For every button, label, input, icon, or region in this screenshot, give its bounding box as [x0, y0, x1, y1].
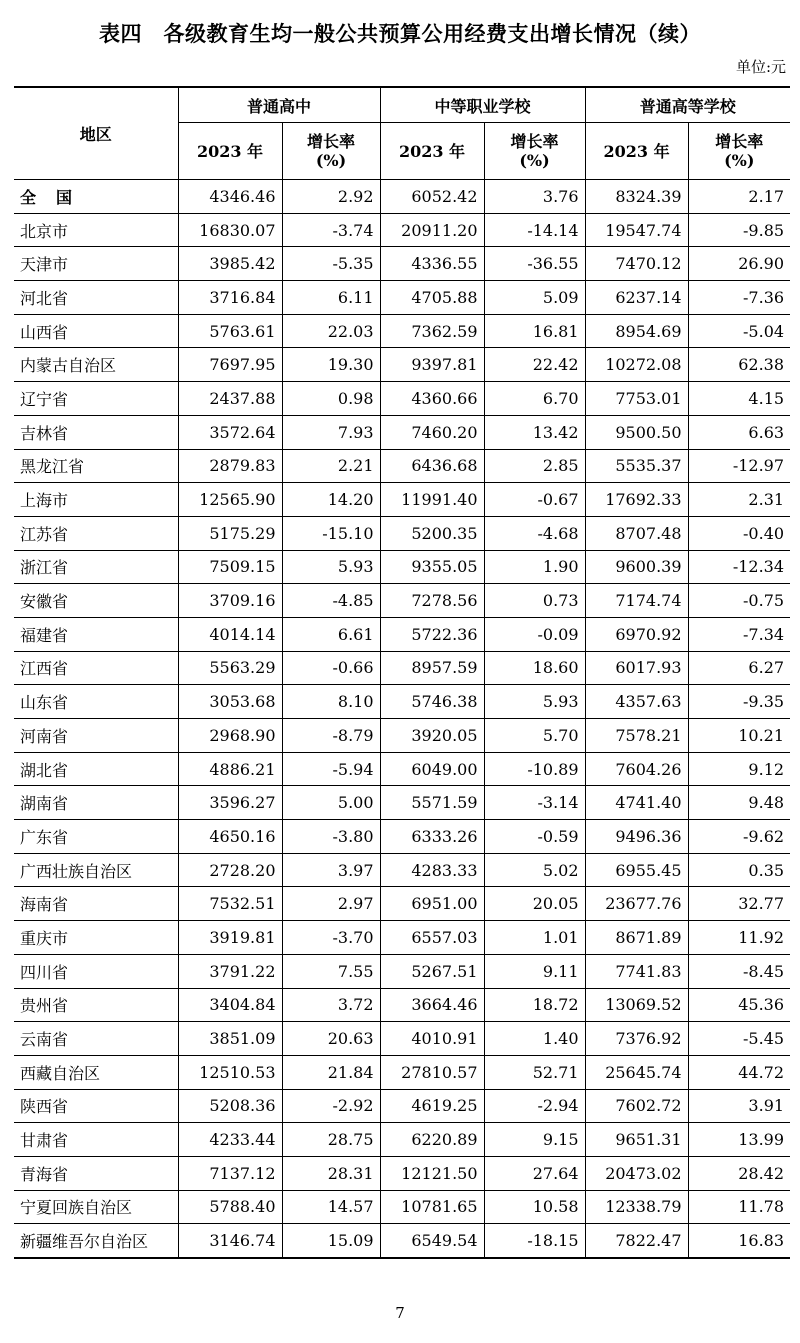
expenditure-cell: 6333.26 [380, 820, 484, 854]
growth-rate-cell: 14.57 [282, 1190, 380, 1224]
growth-rate-cell: -4.68 [484, 516, 585, 550]
growth-rate-cell: 4.15 [688, 382, 790, 416]
growth-rate-cell: 7.55 [282, 954, 380, 988]
table-row [14, 786, 790, 820]
expenditure-cell: 6549.54 [380, 1224, 484, 1258]
growth-rate-cell: 2.21 [282, 449, 380, 483]
expenditure-cell: 12510.53 [178, 1055, 282, 1089]
expenditure-cell: 7532.51 [178, 887, 282, 921]
expenditure-cell: 8324.39 [585, 180, 688, 214]
region-cell: 天津市 [14, 247, 178, 281]
growth-rate-cell: 3.72 [282, 988, 380, 1022]
growth-rate-cell: 20.63 [282, 1022, 380, 1056]
expenditure-cell: 7578.21 [585, 719, 688, 753]
expenditure-cell: 19547.74 [585, 213, 688, 247]
growth-rate-cell: 11.92 [688, 921, 790, 955]
growth-rate-cell: 5.09 [484, 281, 585, 315]
growth-rate-cell: 2.85 [484, 449, 585, 483]
table-row [14, 685, 790, 719]
growth-rate-cell: -0.59 [484, 820, 585, 854]
expenditure-cell: 7741.83 [585, 954, 688, 988]
growth-rate-cell: 1.90 [484, 550, 585, 584]
growth-rate-cell: 9.11 [484, 954, 585, 988]
expenditure-cell: 4619.25 [380, 1089, 484, 1123]
header-row-groups [14, 87, 790, 123]
growth-rate-cell: 27.64 [484, 1156, 585, 1190]
table-row [14, 820, 790, 854]
growth-rate-cell: -3.74 [282, 213, 380, 247]
growth-rate-cell: -5.45 [688, 1022, 790, 1056]
header-growth-unit: (%) [724, 151, 755, 170]
header-growth-label: 增长率 [307, 132, 356, 151]
expenditure-cell: 4357.63 [585, 685, 688, 719]
table-row [14, 921, 790, 955]
growth-rate-cell: 11.78 [688, 1190, 790, 1224]
expenditure-cell: 7822.47 [585, 1224, 688, 1258]
region-cell: 云南省 [14, 1022, 178, 1056]
growth-rate-cell: 22.42 [484, 348, 585, 382]
table-row [14, 1022, 790, 1056]
growth-rate-cell: -10.89 [484, 752, 585, 786]
growth-rate-cell: -3.14 [484, 786, 585, 820]
expenditure-cell: 5563.29 [178, 651, 282, 685]
growth-rate-cell: 16.81 [484, 314, 585, 348]
growth-rate-cell: 10.58 [484, 1190, 585, 1224]
table-row [14, 483, 790, 517]
growth-rate-cell: 8.10 [282, 685, 380, 719]
unit-label: 单位:元 [735, 58, 786, 76]
region-cell: 西藏自治区 [14, 1055, 178, 1089]
growth-rate-cell: -0.67 [484, 483, 585, 517]
expenditure-cell: 4346.46 [178, 180, 282, 214]
header-group-secondary-vocational: 中等职业学校 [380, 87, 585, 123]
expenditure-cell: 7602.72 [585, 1089, 688, 1123]
growth-rate-cell: -12.34 [688, 550, 790, 584]
growth-rate-cell: 3.97 [282, 853, 380, 887]
table-row [14, 314, 790, 348]
growth-rate-cell: 52.71 [484, 1055, 585, 1089]
expenditure-cell: 4014.14 [178, 617, 282, 651]
expenditure-cell: 6557.03 [380, 921, 484, 955]
growth-rate-cell: -0.66 [282, 651, 380, 685]
growth-rate-cell: -18.15 [484, 1224, 585, 1258]
growth-rate-cell: 45.36 [688, 988, 790, 1022]
table-row [14, 617, 790, 651]
expenditure-cell: 12121.50 [380, 1156, 484, 1190]
growth-rate-cell: -3.80 [282, 820, 380, 854]
expenditure-cell: 4360.66 [380, 382, 484, 416]
expenditure-cell: 8671.89 [585, 921, 688, 955]
expenditure-cell: 5763.61 [178, 314, 282, 348]
growth-rate-cell: -8.45 [688, 954, 790, 988]
region-cell: 河北省 [14, 281, 178, 315]
expenditure-cell: 17692.33 [585, 483, 688, 517]
expenditure-cell: 13069.52 [585, 988, 688, 1022]
region-cell: 山西省 [14, 314, 178, 348]
growth-rate-cell: 10.21 [688, 719, 790, 753]
expenditure-cell: 2968.90 [178, 719, 282, 753]
growth-rate-cell: 14.20 [282, 483, 380, 517]
growth-rate-cell: 0.73 [484, 584, 585, 618]
growth-rate-cell: -5.94 [282, 752, 380, 786]
table-row [14, 247, 790, 281]
expenditure-cell: 3664.46 [380, 988, 484, 1022]
growth-rate-cell: 18.60 [484, 651, 585, 685]
table-row [14, 213, 790, 247]
growth-rate-cell: 26.90 [688, 247, 790, 281]
expenditure-cell: 7509.15 [178, 550, 282, 584]
growth-rate-cell: 5.00 [282, 786, 380, 820]
header-year: 2023 年 [585, 123, 688, 180]
expenditure-cell: 16830.07 [178, 213, 282, 247]
growth-rate-cell: -2.94 [484, 1089, 585, 1123]
expenditure-cell: 5746.38 [380, 685, 484, 719]
header-region: 地区 [14, 87, 178, 180]
table-row [14, 281, 790, 315]
table-row [14, 1089, 790, 1123]
expenditure-cell: 3919.81 [178, 921, 282, 955]
expenditure-cell: 2437.88 [178, 382, 282, 416]
growth-rate-cell: 5.93 [282, 550, 380, 584]
growth-rate-cell: 3.76 [484, 180, 585, 214]
expenditure-cell: 4886.21 [178, 752, 282, 786]
growth-rate-cell: 9.12 [688, 752, 790, 786]
expenditure-cell: 7753.01 [585, 382, 688, 416]
table-row [14, 988, 790, 1022]
expenditure-cell: 5267.51 [380, 954, 484, 988]
growth-rate-cell: 15.09 [282, 1224, 380, 1258]
expenditure-cell: 4650.16 [178, 820, 282, 854]
region-cell: 河南省 [14, 719, 178, 753]
growth-rate-cell: -9.85 [688, 213, 790, 247]
expenditure-cell: 4741.40 [585, 786, 688, 820]
region-cell: 黑龙江省 [14, 449, 178, 483]
growth-rate-cell: 21.84 [282, 1055, 380, 1089]
header-growth [484, 123, 585, 180]
expenditure-cell: 3709.16 [178, 584, 282, 618]
growth-rate-cell: 2.97 [282, 887, 380, 921]
table-row [14, 651, 790, 685]
header-group-higher-education: 普通高等学校 [585, 87, 790, 123]
expenditure-cell: 12338.79 [585, 1190, 688, 1224]
growth-rate-cell: 2.92 [282, 180, 380, 214]
expenditure-cell: 8707.48 [585, 516, 688, 550]
growth-rate-cell: -36.55 [484, 247, 585, 281]
table-row [14, 180, 790, 214]
expenditure-cell: 9355.05 [380, 550, 484, 584]
growth-rate-cell: 6.70 [484, 382, 585, 416]
expenditure-cell: 11991.40 [380, 483, 484, 517]
table-row [14, 719, 790, 753]
growth-rate-cell: 5.02 [484, 853, 585, 887]
growth-rate-cell: -2.92 [282, 1089, 380, 1123]
expenditure-cell: 7376.92 [585, 1022, 688, 1056]
growth-rate-cell: 62.38 [688, 348, 790, 382]
region-cell: 湖北省 [14, 752, 178, 786]
region-cell: 陕西省 [14, 1089, 178, 1123]
region-cell: 新疆维吾尔自治区 [14, 1224, 178, 1258]
table-row [14, 516, 790, 550]
growth-rate-cell: 28.31 [282, 1156, 380, 1190]
growth-rate-cell: -5.04 [688, 314, 790, 348]
table-body [14, 180, 790, 1259]
region-cell: 重庆市 [14, 921, 178, 955]
region-cell: 湖南省 [14, 786, 178, 820]
table-row [14, 1123, 790, 1157]
growth-rate-cell: -3.70 [282, 921, 380, 955]
expenditure-cell: 6237.14 [585, 281, 688, 315]
header-growth-label: 增长率 [715, 132, 764, 151]
table-row [14, 1156, 790, 1190]
expenditure-cell: 27810.57 [380, 1055, 484, 1089]
region-cell: 四川省 [14, 954, 178, 988]
expenditure-cell: 3985.42 [178, 247, 282, 281]
expenditure-cell: 4233.44 [178, 1123, 282, 1157]
growth-rate-cell: 6.11 [282, 281, 380, 315]
growth-rate-cell: 1.40 [484, 1022, 585, 1056]
growth-rate-cell: -5.35 [282, 247, 380, 281]
expenditure-cell: 5200.35 [380, 516, 484, 550]
region-cell: 贵州省 [14, 988, 178, 1022]
expenditure-cell: 2728.20 [178, 853, 282, 887]
expenditure-cell: 6955.45 [585, 853, 688, 887]
growth-rate-cell: 2.17 [688, 180, 790, 214]
growth-rate-cell: 19.30 [282, 348, 380, 382]
expenditure-cell: 9600.39 [585, 550, 688, 584]
growth-rate-cell: 16.83 [688, 1224, 790, 1258]
growth-rate-cell: 32.77 [688, 887, 790, 921]
expenditure-cell: 2879.83 [178, 449, 282, 483]
expenditure-cell: 3404.84 [178, 988, 282, 1022]
expenditure-cell: 20911.20 [380, 213, 484, 247]
expenditure-table [14, 86, 790, 1259]
header-group-senior-high: 普通高中 [178, 87, 380, 123]
expenditure-cell: 9500.50 [585, 415, 688, 449]
expenditure-cell: 4010.91 [380, 1022, 484, 1056]
expenditure-cell: 3920.05 [380, 719, 484, 753]
header-growth-unit: (%) [519, 151, 550, 170]
growth-rate-cell: -0.40 [688, 516, 790, 550]
growth-rate-cell: 3.91 [688, 1089, 790, 1123]
growth-rate-cell: 1.01 [484, 921, 585, 955]
expenditure-cell: 7137.12 [178, 1156, 282, 1190]
region-cell: 安徽省 [14, 584, 178, 618]
expenditure-cell: 8954.69 [585, 314, 688, 348]
growth-rate-cell: -0.75 [688, 584, 790, 618]
expenditure-cell: 10781.65 [380, 1190, 484, 1224]
region-cell: 福建省 [14, 617, 178, 651]
table-row [14, 1055, 790, 1089]
header-growth [688, 123, 790, 180]
page-number: 7 [395, 1304, 405, 1322]
region-cell: 宁夏回族自治区 [14, 1190, 178, 1224]
expenditure-cell: 25645.74 [585, 1055, 688, 1089]
table-row [14, 954, 790, 988]
header-growth-unit: (%) [315, 151, 347, 170]
expenditure-cell: 6970.92 [585, 617, 688, 651]
growth-rate-cell: 22.03 [282, 314, 380, 348]
table-row [14, 584, 790, 618]
growth-rate-cell: 0.35 [688, 853, 790, 887]
region-cell: 江苏省 [14, 516, 178, 550]
expenditure-cell: 5175.29 [178, 516, 282, 550]
table-row [14, 1190, 790, 1224]
region-cell: 辽宁省 [14, 382, 178, 416]
region-cell: 广东省 [14, 820, 178, 854]
expenditure-cell: 7460.20 [380, 415, 484, 449]
region-cell: 北京市 [14, 213, 178, 247]
expenditure-cell: 3053.68 [178, 685, 282, 719]
growth-rate-cell: 0.98 [282, 382, 380, 416]
growth-rate-cell: 13.42 [484, 415, 585, 449]
growth-rate-cell: 44.72 [688, 1055, 790, 1089]
region-cell: 江西省 [14, 651, 178, 685]
expenditure-cell: 5571.59 [380, 786, 484, 820]
expenditure-cell: 7604.26 [585, 752, 688, 786]
region-cell: 青海省 [14, 1156, 178, 1190]
region-cell: 甘肃省 [14, 1123, 178, 1157]
growth-rate-cell: 7.93 [282, 415, 380, 449]
expenditure-cell: 6951.00 [380, 887, 484, 921]
region-cell: 吉林省 [14, 415, 178, 449]
region-cell: 上海市 [14, 483, 178, 517]
growth-rate-cell: -8.79 [282, 719, 380, 753]
growth-rate-cell: 20.05 [484, 887, 585, 921]
table-row [14, 752, 790, 786]
expenditure-cell: 3716.84 [178, 281, 282, 315]
growth-rate-cell: 2.31 [688, 483, 790, 517]
region-cell: 全 国 [14, 180, 178, 214]
expenditure-cell: 6052.42 [380, 180, 484, 214]
expenditure-cell: 5722.36 [380, 617, 484, 651]
expenditure-cell: 6017.93 [585, 651, 688, 685]
table-row [14, 1224, 790, 1258]
expenditure-cell: 4336.55 [380, 247, 484, 281]
table-row [14, 449, 790, 483]
region-cell: 海南省 [14, 887, 178, 921]
expenditure-cell: 7362.59 [380, 314, 484, 348]
expenditure-cell: 7278.56 [380, 584, 484, 618]
growth-rate-cell: 6.27 [688, 651, 790, 685]
expenditure-cell: 5535.37 [585, 449, 688, 483]
growth-rate-cell: 5.93 [484, 685, 585, 719]
growth-rate-cell: 9.48 [688, 786, 790, 820]
expenditure-cell: 9496.36 [585, 820, 688, 854]
table-row [14, 550, 790, 584]
growth-rate-cell: 28.42 [688, 1156, 790, 1190]
expenditure-cell: 7174.74 [585, 584, 688, 618]
region-cell: 广西壮族自治区 [14, 853, 178, 887]
expenditure-cell: 7697.95 [178, 348, 282, 382]
expenditure-cell: 3791.22 [178, 954, 282, 988]
growth-rate-cell: -9.62 [688, 820, 790, 854]
growth-rate-cell: -7.34 [688, 617, 790, 651]
expenditure-cell: 6436.68 [380, 449, 484, 483]
region-cell: 内蒙古自治区 [14, 348, 178, 382]
expenditure-cell: 3596.27 [178, 786, 282, 820]
growth-rate-cell: 18.72 [484, 988, 585, 1022]
expenditure-cell: 20473.02 [585, 1156, 688, 1190]
region-cell: 山东省 [14, 685, 178, 719]
header-year: 2023 年 [178, 123, 282, 180]
header-growth-label: 增长率 [510, 132, 559, 151]
table-row [14, 853, 790, 887]
table-row [14, 415, 790, 449]
growth-rate-cell: -4.85 [282, 584, 380, 618]
expenditure-cell: 4283.33 [380, 853, 484, 887]
expenditure-cell: 12565.90 [178, 483, 282, 517]
table-row [14, 382, 790, 416]
growth-rate-cell: -0.09 [484, 617, 585, 651]
growth-rate-cell: 6.61 [282, 617, 380, 651]
table-row [14, 348, 790, 382]
growth-rate-cell: -14.14 [484, 213, 585, 247]
expenditure-cell: 5208.36 [178, 1089, 282, 1123]
expenditure-cell: 5788.40 [178, 1190, 282, 1224]
growth-rate-cell: 6.63 [688, 415, 790, 449]
expenditure-cell: 10272.08 [585, 348, 688, 382]
growth-rate-cell: -7.36 [688, 281, 790, 315]
header-year: 2023 年 [380, 123, 484, 180]
expenditure-cell: 7470.12 [585, 247, 688, 281]
table-row [14, 887, 790, 921]
growth-rate-cell: 28.75 [282, 1123, 380, 1157]
growth-rate-cell: -15.10 [282, 516, 380, 550]
expenditure-cell: 6049.00 [380, 752, 484, 786]
expenditure-cell: 3851.09 [178, 1022, 282, 1056]
expenditure-cell: 9397.81 [380, 348, 484, 382]
region-cell: 浙江省 [14, 550, 178, 584]
growth-rate-cell: 13.99 [688, 1123, 790, 1157]
expenditure-cell: 3146.74 [178, 1224, 282, 1258]
expenditure-cell: 8957.59 [380, 651, 484, 685]
expenditure-cell: 6220.89 [380, 1123, 484, 1157]
table-title: 表四 各级教育生均一般公共预算公用经费支出增长情况（续） [99, 21, 701, 46]
expenditure-cell: 9651.31 [585, 1123, 688, 1157]
growth-rate-cell: 9.15 [484, 1123, 585, 1157]
growth-rate-cell: -12.97 [688, 449, 790, 483]
header-growth [282, 123, 380, 180]
expenditure-cell: 4705.88 [380, 281, 484, 315]
growth-rate-cell: -9.35 [688, 685, 790, 719]
expenditure-cell: 23677.76 [585, 887, 688, 921]
expenditure-cell: 3572.64 [178, 415, 282, 449]
growth-rate-cell: 5.70 [484, 719, 585, 753]
